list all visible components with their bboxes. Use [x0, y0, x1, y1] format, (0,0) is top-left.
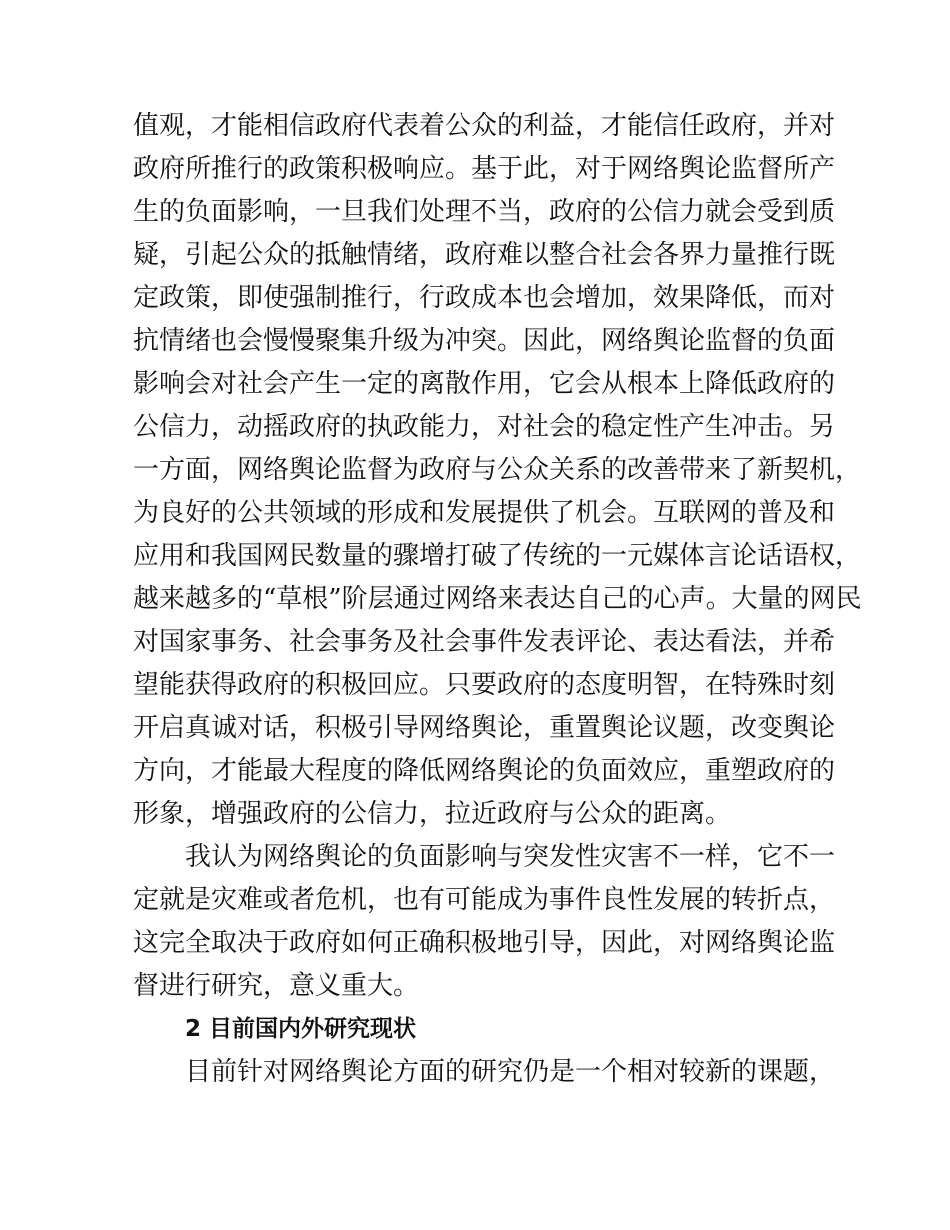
text-line: 值观，才能相信政府代表着公众的利益，才能信任政府，并对: [133, 111, 836, 141]
text-line: 定政策，即使强制推行，行政成本也会增加，效果降低，而对: [133, 283, 836, 313]
paragraph-3: [133, 1051, 836, 1094]
text-line: 开启真诚对话，积极引导网络舆论，重置舆论议题，改变舆论: [133, 713, 836, 743]
text-line: 生的负面影响，一旦我们处理不当，政府的公信力就会受到质: [133, 197, 836, 227]
text-line: 疑，引起公众的抵触情绪，政府难以整合社会各界力量推行既: [133, 240, 836, 270]
section-heading: 2 目前国内外研究现状: [185, 1016, 417, 1042]
text-line: 政府所推行的政策积极响应。基于此，对于网络舆论监督所产: [133, 154, 836, 184]
body-text: [133, 105, 862, 1094]
text-line: 应用和我国网民数量的骤增打破了传统的一元媒体言论话语权，: [133, 541, 862, 571]
text-line: 这完全取决于政府如何正确积极地引导，因此，对网络舆论监: [133, 928, 836, 958]
paragraph-2: [133, 836, 836, 1008]
paragraph-1: [133, 105, 862, 836]
text-line: 一方面，网络舆论监督为政府与公众关系的改善带来了新契机，: [133, 455, 862, 485]
text-line: 目前针对网络舆论方面的研究仍是一个相对较新的课题，: [185, 1057, 836, 1087]
text-line: 抗情绪也会慢慢聚集升级为冲突。因此，网络舆论监督的负面: [133, 326, 836, 356]
text-line: 影响会对社会产生一定的离散作用，它会从根本上降低政府的: [133, 369, 836, 399]
text-line: 定就是灾难或者危机，也有可能成为事件良性发展的转折点，: [133, 885, 836, 915]
text-line: 督进行研究，意义重大。: [133, 971, 420, 1001]
text-line: 越来越多的“草根”阶层通过网络来表达自己的心声。大量的网民: [133, 584, 862, 614]
text-line: 对国家事务、社会事务及社会事件发表评论、表达看法，并希: [133, 627, 836, 657]
text-line: 公信力，动摇政府的执政能力，对社会的稳定性产生冲击。另: [133, 412, 836, 442]
text-line: 为良好的公共领域的形成和发展提供了机会。互联网的普及和: [133, 498, 836, 528]
text-line: 方向，才能最大程度的降低网络舆论的负面效应，重塑政府的: [133, 756, 836, 786]
text-line: 形象，增强政府的公信力，拉近政府与公众的距离。: [133, 799, 732, 829]
text-line: 望能获得政府的积极回应。只要政府的态度明智，在特殊时刻: [133, 670, 836, 700]
text-line: 我认为网络舆论的负面影响与突发性灾害不一样，它不一: [185, 842, 836, 872]
